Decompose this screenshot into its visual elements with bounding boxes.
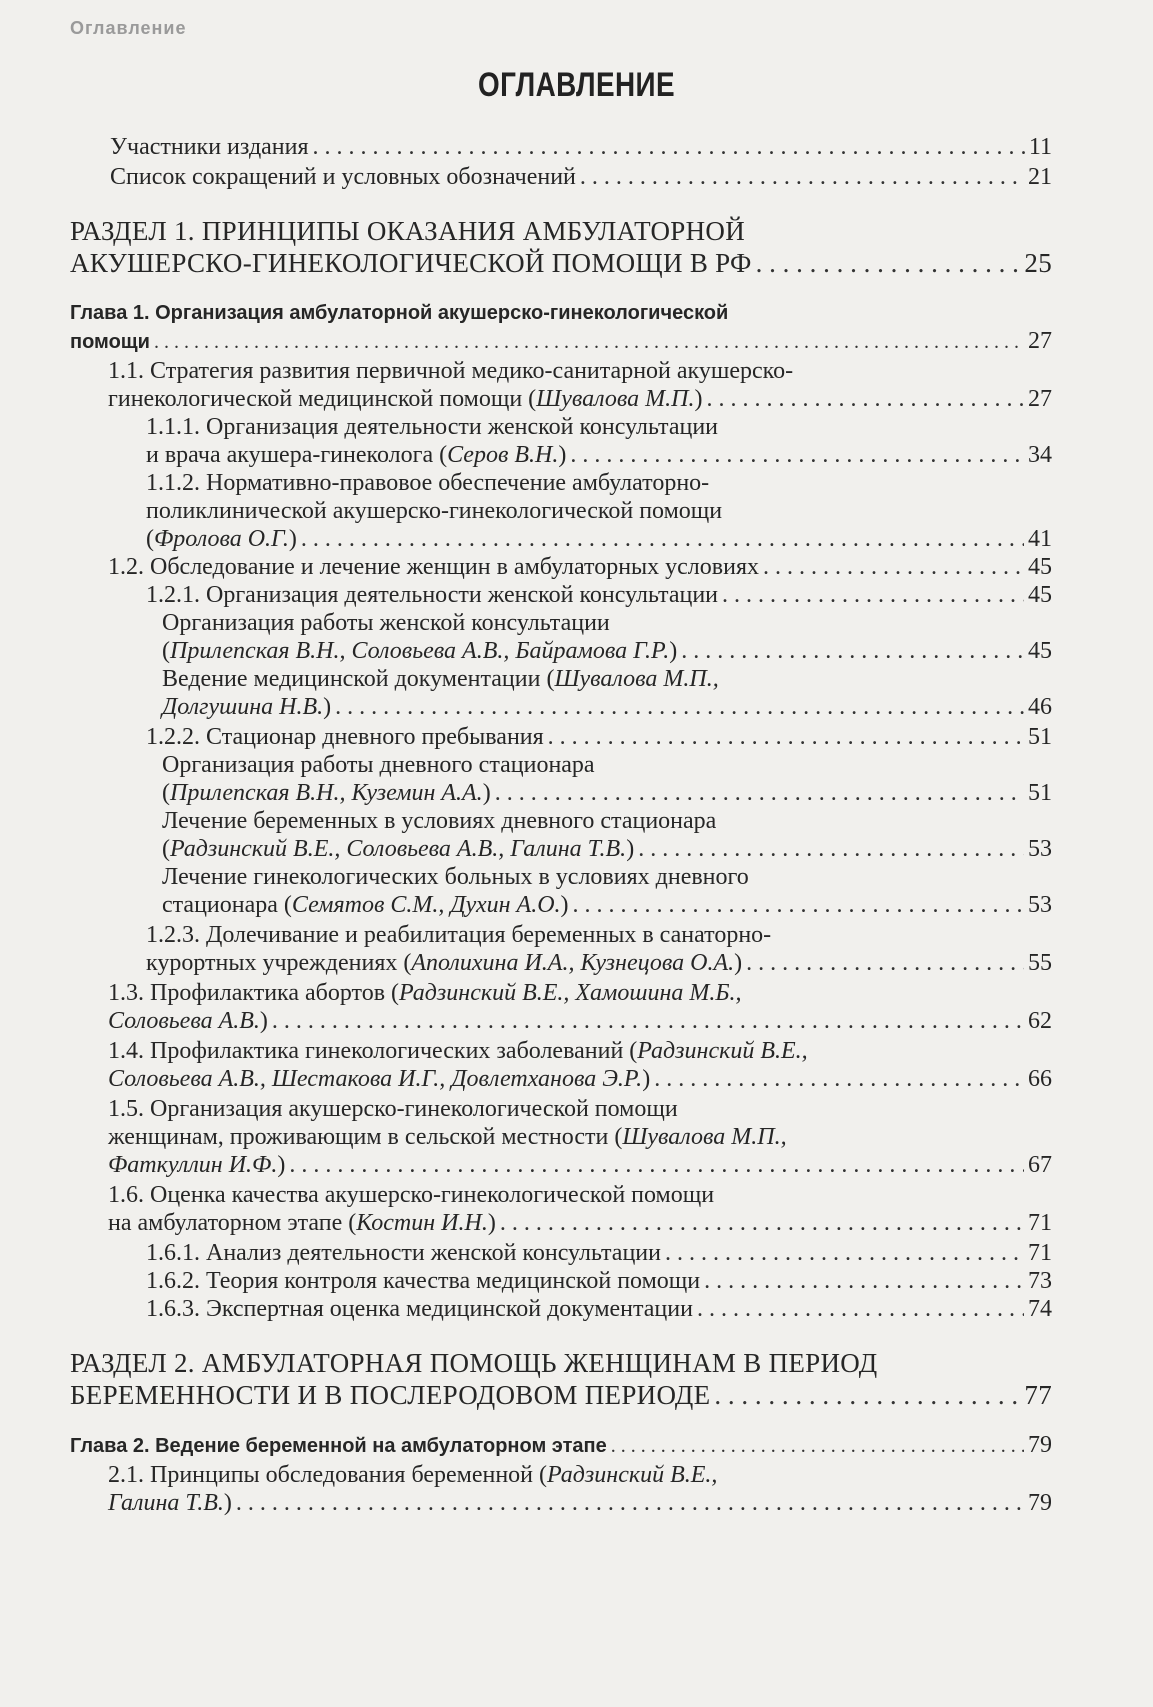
toc-entry-title: 1.2.2. Стационар дневного пребывания xyxy=(146,724,544,750)
toc-entry-title: 1.3. Профилактика абортов ( xyxy=(108,980,400,1006)
toc-page-number: 79 xyxy=(1028,1432,1052,1458)
toc-page-number: 55 xyxy=(1028,950,1052,976)
toc-line xyxy=(146,1266,1052,1296)
toc-entry-title: Глава 1. Организация амбулаторной акушерско-гинекологической xyxy=(70,302,729,324)
toc-entry-title: ) xyxy=(642,1066,651,1092)
toc-entry-author: Галина Т.В. xyxy=(108,1490,224,1516)
toc-entry-title: Лечение беременных в условиях дневного стационара xyxy=(162,808,717,834)
toc-entry-text xyxy=(108,1180,714,1210)
toc-entry-text xyxy=(108,1094,678,1124)
toc-page-number: 73 xyxy=(1028,1268,1052,1294)
toc-entry-title: ( xyxy=(162,638,170,664)
toc-line xyxy=(108,978,742,1008)
toc-entry-text xyxy=(70,1378,710,1412)
toc-entry-title: ) xyxy=(223,1490,232,1516)
toc-entry-title: гинекологической медицинской помощи ( xyxy=(108,386,537,412)
toc-entry-text xyxy=(108,1208,496,1238)
toc-entry-author: Аполихина И.А., Кузнецова О.А. xyxy=(411,950,735,976)
toc-leader-dots xyxy=(746,948,1024,978)
toc-entry-text xyxy=(70,246,752,280)
toc-line xyxy=(70,1378,1052,1412)
toc-entry-text xyxy=(146,722,544,752)
toc-entry-title: БЕРЕМЕННОСТИ И В ПОСЛЕРОДОВОМ ПЕРИОДЕ xyxy=(70,1380,711,1410)
toc-entry-text xyxy=(146,1294,693,1324)
toc-line xyxy=(162,636,1052,666)
toc-line xyxy=(146,496,722,526)
toc-page-number: 45 xyxy=(1028,638,1052,664)
toc-entry-text xyxy=(162,806,716,836)
toc-entry-title: Организация работы дневного стационара xyxy=(162,752,595,778)
toc-entry-text xyxy=(70,214,745,248)
toc-entry-text xyxy=(162,862,749,892)
toc-line xyxy=(108,1064,1052,1094)
toc-entry-title: РАЗДЕЛ 1. ПРИНЦИПЫ ОКАЗАНИЯ АМБУЛАТОРНОЙ xyxy=(70,216,746,246)
toc-leader-dots xyxy=(570,440,1024,470)
toc-page-number: 34 xyxy=(1028,442,1052,468)
toc-leader-dots xyxy=(638,834,1024,864)
toc-entry-title: стационара ( xyxy=(162,892,292,918)
toc-entry-title: 1.6.2. Теория контроля качества медицинской помощи xyxy=(146,1268,701,1294)
toc-leader-dots xyxy=(500,1208,1024,1238)
toc-leader-dots xyxy=(548,722,1024,752)
toc-entry-title: ) xyxy=(558,442,567,468)
toc-line xyxy=(108,1094,678,1124)
toc-page-number: 62 xyxy=(1028,1008,1052,1034)
toc-entry-title: Глава 2. Ведение беременной на амбулаторном этапе xyxy=(70,1435,607,1457)
toc-page-number: 25 xyxy=(1024,248,1052,278)
toc-page-number: 41 xyxy=(1028,526,1052,552)
toc-entry-title: 1.5. Организация акушерско-гинекологической помощи xyxy=(108,1096,678,1122)
toc-entry-text xyxy=(108,1006,268,1036)
toc-line xyxy=(108,1122,787,1152)
toc-entry-text xyxy=(70,327,150,357)
toc-entry-title: 1.6. Оценка качества акушерско-гинекологической помощи xyxy=(108,1182,715,1208)
toc-entry-text xyxy=(110,132,309,162)
toc-line xyxy=(162,890,1052,920)
toc-page-number: 66 xyxy=(1028,1066,1052,1092)
toc-page-number: 51 xyxy=(1028,780,1052,806)
toc-entry-author: Шувалова М.П. xyxy=(536,386,695,412)
toc-entry-title: ) xyxy=(482,780,491,806)
toc-line xyxy=(70,1430,1052,1461)
toc-line xyxy=(162,664,719,694)
toc-entry-author: Прилепская В.Н., Куземин А.А. xyxy=(170,780,483,806)
toc-entry-text xyxy=(108,1488,232,1518)
toc-entry-text xyxy=(108,978,742,1008)
toc-line xyxy=(146,920,771,950)
toc-entry-title: ) xyxy=(288,526,297,552)
toc-page-number: 27 xyxy=(1028,386,1052,412)
toc-entry-author: Серов В.Н. xyxy=(447,442,559,468)
toc-entry-title: ) xyxy=(669,638,678,664)
toc-line xyxy=(146,1294,1052,1324)
toc-line xyxy=(146,722,1052,752)
toc-entry-text xyxy=(162,664,719,694)
toc-entry-text xyxy=(110,162,576,192)
toc-entry-title: на амбулаторном этапе ( xyxy=(108,1210,357,1236)
toc-leader-dots xyxy=(756,246,1021,280)
toc-entry-text xyxy=(108,1460,717,1490)
toc-entry-title: помощи xyxy=(70,331,150,353)
toc-page-number: 67 xyxy=(1028,1152,1052,1178)
toc-line xyxy=(146,1238,1052,1268)
toc-entry-title: ) xyxy=(626,836,635,862)
toc-line xyxy=(108,1036,808,1066)
toc-entry-title: Ведение медицинской документации ( xyxy=(162,666,555,692)
toc-entry-author: Шувалова М.П., xyxy=(554,666,719,692)
toc-entry-author: Радзинский В.Е., xyxy=(637,1038,808,1064)
toc-entry-text xyxy=(162,636,677,666)
toc-leader-dots xyxy=(665,1238,1024,1268)
toc-entry-title: 1.4. Профилактика гинекологических заболеваний ( xyxy=(108,1038,638,1064)
toc-entry-title: Организация работы женской консультации xyxy=(162,610,610,636)
toc-line xyxy=(162,692,1052,722)
toc-entry-title: АКУШЕРСКО-ГИНЕКОЛОГИЧЕСКОЙ ПОМОЩИ В РФ xyxy=(70,248,752,278)
toc-entry-text xyxy=(108,384,702,414)
toc-line xyxy=(146,948,1052,978)
toc-page-number: 27 xyxy=(1028,328,1052,354)
toc-entry-author: Костин И.Н. xyxy=(356,1210,488,1236)
toc-entry-title: Список сокращений и условных обозначений xyxy=(110,164,576,190)
toc-entry-author: Соловьева А.В. xyxy=(108,1008,260,1034)
toc-line xyxy=(108,1488,1052,1518)
toc-line xyxy=(146,524,1052,554)
toc-entry-text xyxy=(146,496,722,526)
toc-entry-title: ) xyxy=(277,1152,286,1178)
toc-line xyxy=(162,862,749,892)
toc-leader-dots xyxy=(573,890,1024,920)
toc-entry-text xyxy=(146,412,718,442)
toc-line xyxy=(108,356,793,386)
toc-leader-dots xyxy=(335,692,1024,722)
toc-entry-author: Шувалова М.П., xyxy=(622,1124,787,1150)
toc-entry-text xyxy=(108,1122,787,1152)
toc-entry-text xyxy=(146,920,771,950)
toc-line xyxy=(162,750,595,780)
toc-entry-text xyxy=(162,890,569,920)
toc-entry-author: Радзинский В.Е., Хамошина М.Б., xyxy=(399,980,742,1006)
page-title: ОГЛАВЛЕНИЕ xyxy=(478,66,675,104)
toc-entry-text xyxy=(70,298,728,328)
toc-entry-title: ( xyxy=(162,780,170,806)
toc-page-number: 46 xyxy=(1028,694,1052,720)
toc-entry-text xyxy=(162,750,595,780)
toc-leader-dots xyxy=(722,580,1024,610)
toc-entry-text xyxy=(146,1238,661,1268)
toc-line xyxy=(70,1346,877,1380)
toc-leader-dots xyxy=(763,552,1024,582)
toc-page-number: 79 xyxy=(1028,1490,1052,1516)
toc-page-number: 77 xyxy=(1024,1380,1052,1410)
toc-entry-title: ( xyxy=(162,836,170,862)
toc-line xyxy=(110,132,1052,162)
toc-entry-title: 2.1. Принципы обследования беременной ( xyxy=(108,1462,548,1488)
toc-entry-title: 1.6.1. Анализ деятельности женской консультации xyxy=(146,1240,661,1266)
toc-page-number: 11 xyxy=(1028,134,1052,160)
toc-line xyxy=(108,1150,1052,1180)
toc-entry-title: ) xyxy=(323,694,332,720)
toc-entry-title: 1.2.3. Долечивание и реабилитация беременных в санаторно- xyxy=(146,922,772,948)
toc-page-number: 45 xyxy=(1028,554,1052,580)
toc-leader-dots xyxy=(654,1064,1024,1094)
toc-leader-dots xyxy=(580,162,1024,192)
toc-leader-dots xyxy=(495,778,1024,808)
toc-page-number: 71 xyxy=(1028,1210,1052,1236)
toc-entry-title: 1.6.3. Экспертная оценка медицинской документации xyxy=(146,1296,693,1322)
toc-entry-text xyxy=(162,692,331,722)
toc-entry-text xyxy=(146,1266,700,1296)
toc-page-number: 45 xyxy=(1028,582,1052,608)
toc-entry-author: Семятов С.М., Духин А.О. xyxy=(291,892,561,918)
toc-entry-author: Фролова О.Г. xyxy=(154,526,289,552)
toc-line xyxy=(108,552,1052,582)
toc-line xyxy=(162,778,1052,808)
toc-entry-title: РАЗДЕЛ 2. АМБУЛАТОРНАЯ ПОМОЩЬ ЖЕНЩИНАМ В ПЕРИОД xyxy=(70,1348,878,1378)
toc-entry-title: 1.2. Обследование и лечение женщин в амбулаторных условиях xyxy=(108,554,759,580)
toc-leader-dots xyxy=(289,1150,1024,1180)
toc-page-number: 74 xyxy=(1028,1296,1052,1322)
toc-entry-author: Соловьева А.В., Шестакова И.Г., Довлетханова Э.Р. xyxy=(108,1066,643,1092)
toc-line xyxy=(108,1006,1052,1036)
toc-entry-title: женщинам, проживающим в сельской местности ( xyxy=(108,1124,623,1150)
toc-page-number: 53 xyxy=(1028,836,1052,862)
toc-entry-author: Прилепская В.Н., Соловьева А.В., Байрамова Г.Р. xyxy=(170,638,670,664)
toc-entry-text xyxy=(146,440,566,470)
toc-entry-text xyxy=(146,580,718,610)
toc-entry-text xyxy=(108,552,759,582)
toc-leader-dots xyxy=(706,384,1024,414)
toc-entry-title: и врача акушера-гинеколога ( xyxy=(146,442,448,468)
toc-entry-title: 1.1.1. Организация деятельности женской консультации xyxy=(146,414,719,440)
toc-entry-text xyxy=(146,524,297,554)
toc-entry-text xyxy=(162,834,634,864)
toc-line xyxy=(162,806,716,836)
toc-entry-title: ( xyxy=(146,526,154,552)
toc-entry-text xyxy=(146,948,742,978)
toc-entry-title: 1.1.2. Нормативно-правовое обеспечение амбулаторно- xyxy=(146,470,710,496)
toc-line xyxy=(146,412,718,442)
toc-line xyxy=(146,468,709,498)
toc-entry-author: Долгушина Н.В. xyxy=(162,694,324,720)
toc-line xyxy=(110,162,1052,192)
running-head: Оглавление xyxy=(70,18,187,38)
toc-entry-title: 1.1. Стратегия развития первичной медико-санитарной акушерско- xyxy=(108,358,794,384)
toc-entry-title: Лечение гинекологических больных в условиях дневного xyxy=(162,864,749,890)
toc-entry-title: ) xyxy=(734,950,743,976)
toc-entry-title: ) xyxy=(487,1210,496,1236)
toc-line xyxy=(162,608,610,638)
toc-entry-author: Фаткуллин И.Ф. xyxy=(108,1152,278,1178)
toc-page-number: 71 xyxy=(1028,1240,1052,1266)
toc-leader-dots xyxy=(301,524,1024,554)
toc-page-number: 21 xyxy=(1028,164,1052,190)
toc-line xyxy=(70,214,745,248)
toc-leader-dots xyxy=(681,636,1024,666)
toc-entry-title: курортных учреждениях ( xyxy=(146,950,412,976)
toc-entry-text xyxy=(162,608,610,638)
toc-leader-dots xyxy=(704,1266,1024,1296)
toc-entry-author: Радзинский В.Е., xyxy=(547,1462,718,1488)
toc-entry-author: Радзинский В.Е., Соловьева А.В., Галина Т.В. xyxy=(170,836,627,862)
toc-entry-text xyxy=(108,1150,285,1180)
toc-entry-text xyxy=(162,778,491,808)
toc-entry-text xyxy=(70,1346,877,1380)
toc-line xyxy=(108,384,1052,414)
toc-line xyxy=(70,326,1052,357)
toc-entry-text xyxy=(70,1431,607,1461)
toc-line xyxy=(146,580,1052,610)
toc-entry-title: 1.2.1. Организация деятельности женской консультации xyxy=(146,582,719,608)
toc-line xyxy=(162,834,1052,864)
toc-entry-title: поликлинической акушерско-гинекологической помощи xyxy=(146,498,723,524)
toc-line xyxy=(146,440,1052,470)
toc-leader-dots xyxy=(611,1431,1024,1461)
toc-line xyxy=(108,1208,1052,1238)
toc-line xyxy=(70,298,728,328)
toc-leader-dots xyxy=(154,327,1024,357)
toc-line xyxy=(70,246,1052,280)
toc-entry-title: ) xyxy=(560,892,569,918)
toc-entry-text xyxy=(108,1064,650,1094)
toc-entry-text xyxy=(146,468,709,498)
toc-leader-dots xyxy=(236,1488,1024,1518)
toc-entry-text xyxy=(108,356,793,386)
toc-line xyxy=(108,1460,717,1490)
toc-entry-title: ) xyxy=(694,386,703,412)
toc-leader-dots xyxy=(313,132,1025,162)
toc-leader-dots xyxy=(697,1294,1024,1324)
toc-entry-title: ) xyxy=(259,1008,268,1034)
toc-leader-dots xyxy=(714,1378,1020,1412)
toc-page-number: 51 xyxy=(1028,724,1052,750)
toc-leader-dots xyxy=(272,1006,1024,1036)
toc-page-number: 53 xyxy=(1028,892,1052,918)
toc-entry-title: Участники издания xyxy=(110,134,309,160)
toc-entry-text xyxy=(108,1036,808,1066)
toc-line xyxy=(108,1180,714,1210)
